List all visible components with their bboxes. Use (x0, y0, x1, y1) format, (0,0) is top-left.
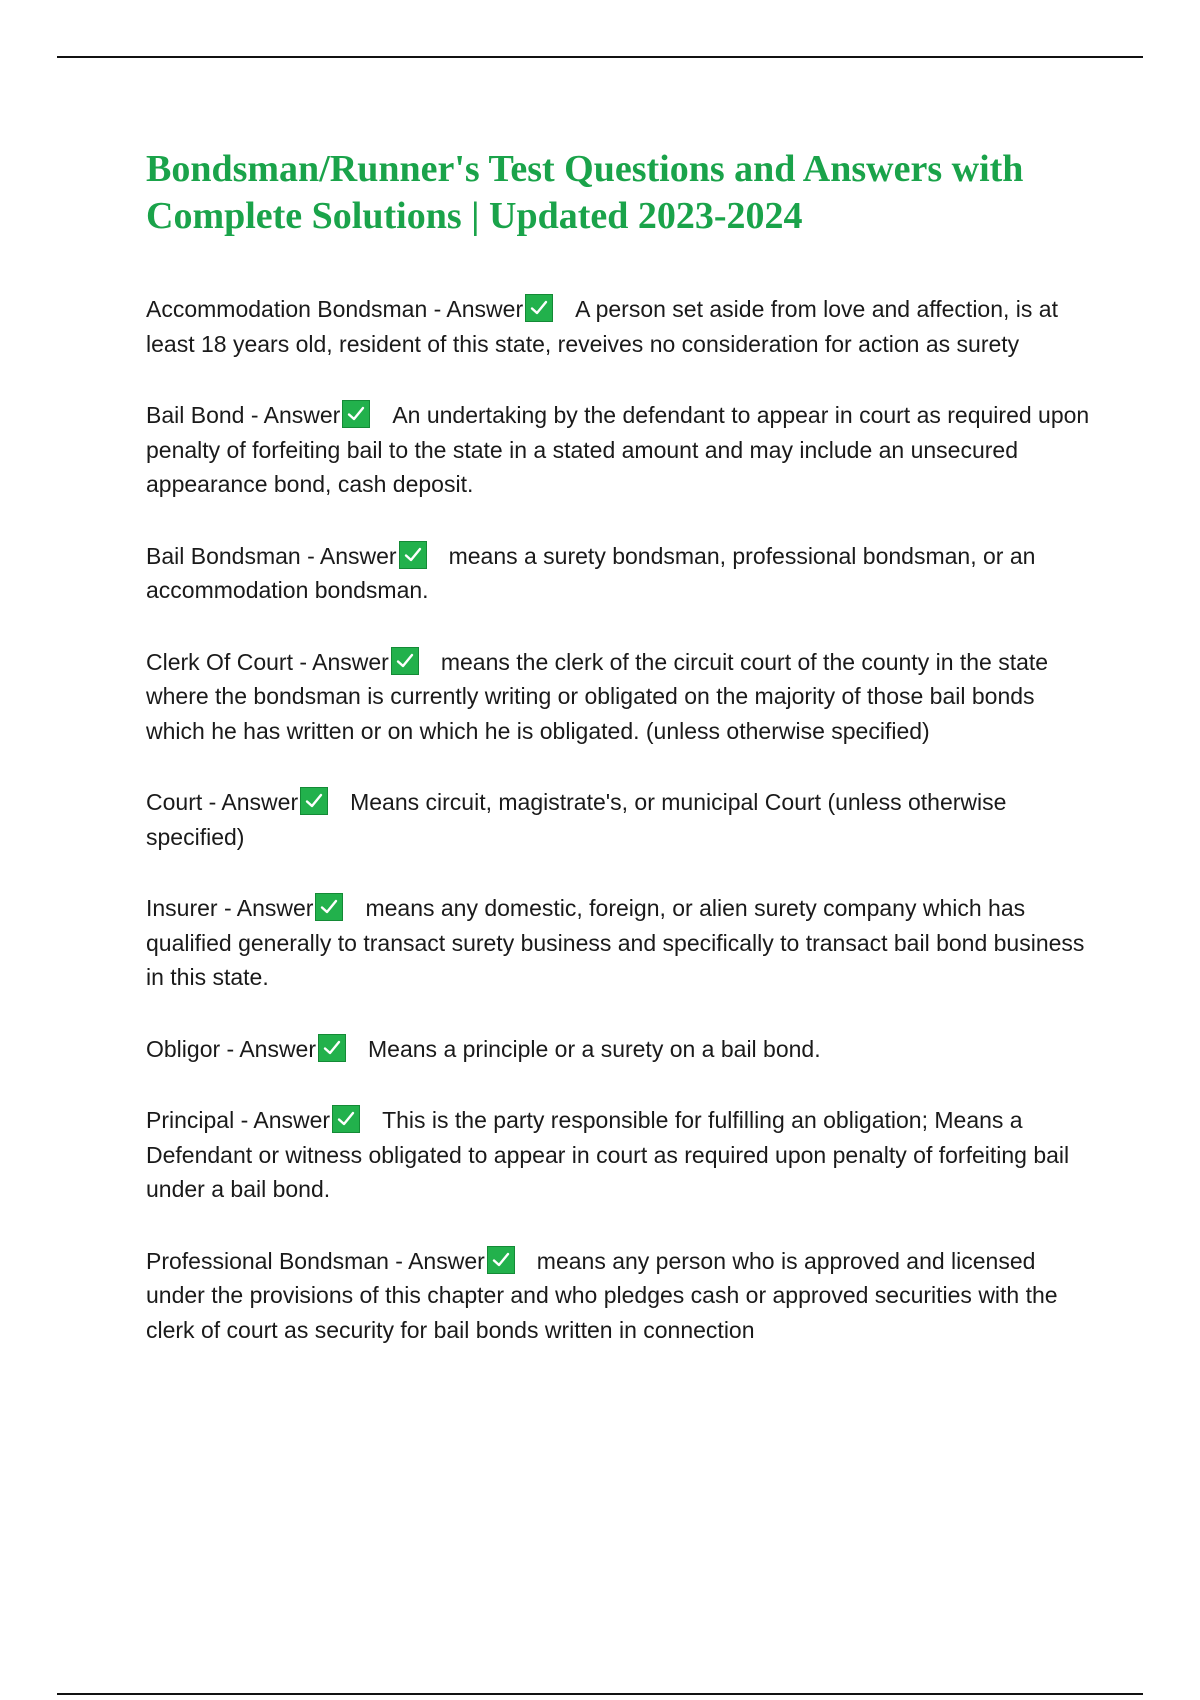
checkmark-icon (315, 893, 343, 921)
entry-term: Clerk Of Court - Answer (146, 648, 389, 675)
bottom-divider (57, 1693, 1143, 1695)
checkmark-icon (487, 1246, 515, 1274)
entry-definition: means a surety bondsman, professional bondsman, or an accommodation bondsman. (146, 542, 1036, 603)
entry-definition: A person set aside from love and affection, is at least 18 years old, resident of this state, reveives no consideration for action as surety (146, 296, 1058, 357)
checkmark-icon (300, 787, 328, 815)
checkmark-icon (318, 1034, 346, 1062)
qa-entry (146, 785, 1096, 854)
entry-definition: means any domestic, foreign, or alien surety company which has qualified generally to transact surety business and specifically to transact bail bond business in this state. (146, 895, 1085, 990)
entry-term: Principal - Answer (146, 1107, 331, 1133)
entry-definition: An undertaking by the defendant to appear in court as required upon penalty of forfeiting bail to the state in a stated amount and may include an unsecured appearance bond, cash deposit. (146, 402, 1090, 497)
document-body (146, 146, 1096, 1384)
entry-term: Accommodation Bondsman - Answer (146, 296, 524, 322)
entry-term: Bail Bondsman - Answer (146, 542, 397, 569)
qa-entry (146, 891, 1096, 995)
entry-term: Professional Bondsman - Answer (146, 1247, 485, 1274)
qa-entry (146, 645, 1096, 749)
qa-entry (146, 1032, 1096, 1067)
entry-term: Court - Answer (146, 789, 299, 815)
qa-entry (146, 1103, 1096, 1207)
entry-term: Obligor - Answer (146, 1035, 317, 1062)
entry-definition: This is the party responsible for fulfilling an obligation; Means a Defendant or witness obligated to appear in court as required upon penalty of forfeiting bail under a bail bond. (146, 1107, 1070, 1202)
qa-entry (146, 292, 1096, 361)
qa-entry (146, 398, 1096, 502)
document-title: Bondsman/Runner's Test Questions and Answers with Complete Solutions | Updated 2023-2024 (146, 148, 1024, 237)
top-divider (57, 56, 1143, 58)
qa-entry (146, 1244, 1096, 1348)
qa-entry (146, 539, 1096, 608)
checkmark-icon (342, 400, 370, 428)
entry-definition: means the clerk of the circuit court of the county in the state where the bondsman is currently writing or obligated on the majority of those bail bonds which he has written or on which he is obligated. (unless otherwise specified) (146, 648, 1049, 744)
entry-term: Bail Bond - Answer (146, 402, 341, 428)
checkmark-icon (391, 647, 419, 675)
checkmark-icon (332, 1105, 360, 1133)
entry-definition: Means circuit, magistrate's, or municipal Court (unless otherwise specified) (146, 789, 1007, 850)
entry-definition: Means a principle or a surety on a bail bond. (368, 1035, 821, 1062)
entry-definition: means any person who is approved and licensed under the provisions of this chapter and who pledges cash or approved securities with the clerk of court as security for bail bonds written in connection (146, 1247, 1058, 1343)
entry-term: Insurer - Answer (146, 895, 314, 921)
checkmark-icon (525, 294, 553, 322)
checkmark-icon (399, 541, 427, 569)
qa-list (146, 292, 1096, 1347)
